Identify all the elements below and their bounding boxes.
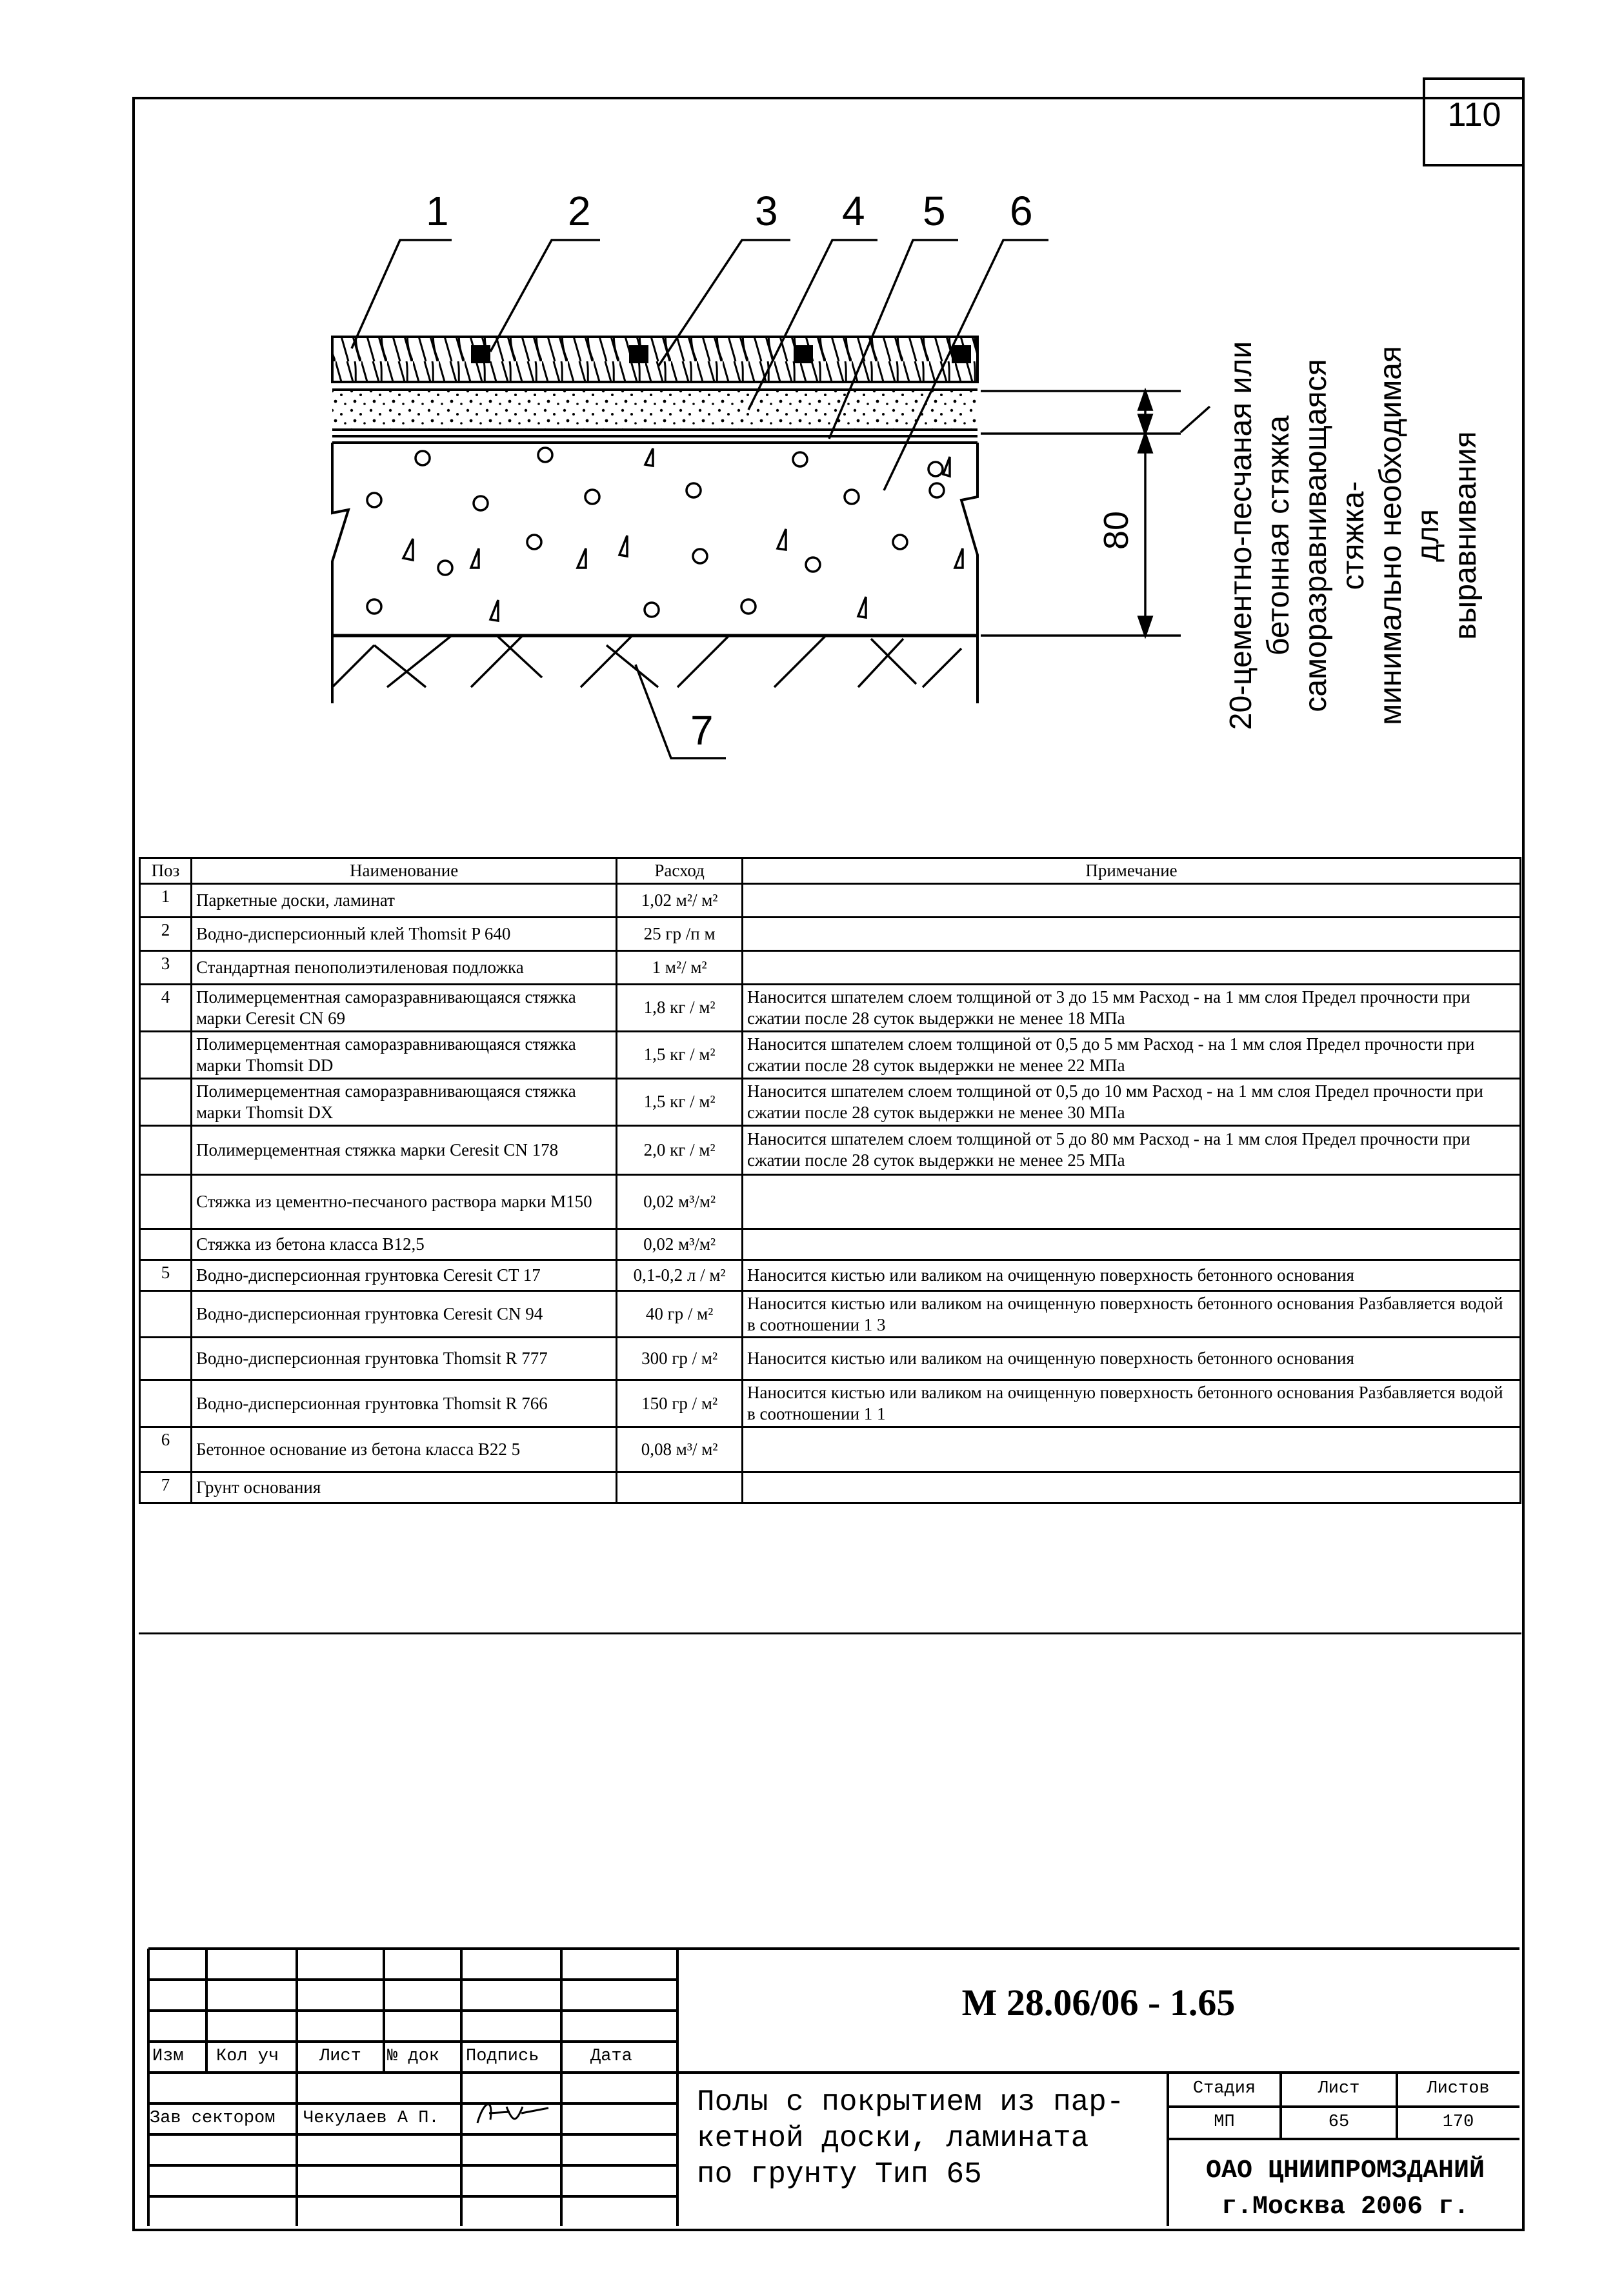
row-rate: 0,02 м³/м² [617, 1229, 743, 1260]
row-name: Водно-дисперсионная грунтовка Thomsit R 777 [191, 1338, 616, 1380]
layer-note-line: минимально необходимая для [1374, 346, 1445, 725]
row-pos: 6 [140, 1427, 192, 1472]
row-pos: 5 [140, 1260, 192, 1290]
layer-note-line: бетонная стяжка [1261, 415, 1296, 656]
header-name: Наименование [191, 858, 616, 884]
layer-note-line: саморазравнивающаяся стяжка- [1299, 359, 1370, 712]
row-note: Наносится шпателем слоем толщиной от 0,5 до 10 мм Расход - на 1 мм слоя Предел прочности при сжатии после 28 суток выдержки не менее 30 МПа [743, 1078, 1521, 1125]
row-name: Водно-дисперсионная грунтовка Ceresit CN 94 [191, 1290, 616, 1338]
row-rate: 0,02 м³/м² [617, 1174, 743, 1229]
row-pos: 2 [140, 917, 192, 950]
document-code: М 28.06/06 - 1.65 [961, 1982, 1236, 2023]
drawing-title [697, 2084, 1125, 2193]
layer-note-line: 20-цементно-песчаная или [1224, 341, 1258, 730]
row-rate: 25 гр /п м [617, 917, 743, 950]
row-note: Наносится шпателем слоем толщиной от 0,5 до 5 мм Расход - на 1 мм слоя Предел прочности при сжатии после 28 суток выдержки не менее 22 МПа [743, 1031, 1521, 1078]
stamp-col-podpis: Подпись [466, 2047, 539, 2066]
drawing-title-line: по грунту Тип 65 [697, 2158, 982, 2191]
sheet-value: 65 [1328, 2113, 1350, 2132]
row-name: Полимерцементная саморазравнивающаяся стяжка марки Thomsit DD [191, 1031, 616, 1078]
row-note: Наносится кистью или валиком на очищенную поверхность бетонного основания Разбавляется водой в соотношении 1 3 [743, 1290, 1521, 1338]
row-name: Стандартная пенополиэтиленовая подложка [191, 950, 616, 984]
row-rate: 1,5 кг / м² [617, 1031, 743, 1078]
drawing-title-line: Полы с покрытием из пар- [697, 2085, 1125, 2119]
header-note: Примечание [743, 858, 1521, 884]
callout-4: 4 [842, 188, 865, 234]
callout-1: 1 [426, 188, 449, 234]
row-name: Полимерцементная стяжка марки Ceresit CN 178 [191, 1125, 616, 1174]
sheet-label: Лист [1318, 2079, 1360, 2098]
row-name: Стяжка из цементно-песчаного раствора марки М150 [191, 1174, 616, 1229]
stamp-col-ndok: № док [387, 2047, 440, 2066]
row-rate: 150 гр / м² [617, 1380, 743, 1427]
header-pos: Поз [140, 858, 192, 884]
row-note: Наносится шпателем слоем толщиной от 5 до 80 мм Расход - на 1 мм слоя Предел прочности при сжатии после 28 суток выдержки не менее 25 МПа [743, 1125, 1521, 1174]
stamp-col-izm: Изм [152, 2047, 184, 2066]
header-rate: Расход [617, 858, 743, 884]
sheets-value: 170 [1442, 2113, 1474, 2132]
row-rate: 1,8 кг / м² [617, 984, 743, 1031]
row-rate: 0,1-0,2 л / м² [617, 1260, 743, 1290]
row-rate: 300 гр / м² [617, 1338, 743, 1380]
stamp-col-kol: Кол уч [216, 2047, 279, 2066]
row-pos: 3 [140, 950, 192, 984]
stamp-person: Чекулаев А П. [303, 2109, 439, 2128]
stamp-col-data: Дата [590, 2047, 632, 2066]
sheets-label: Листов [1427, 2079, 1490, 2098]
layer-note-line: выравнивания [1449, 431, 1483, 640]
stamp-role: Зав сектором [150, 2109, 276, 2128]
callout-5: 5 [923, 188, 946, 234]
callout-7: 7 [690, 707, 714, 754]
row-name: Водно-дисперсионная грунтовка Thomsit R 766 [191, 1380, 616, 1427]
row-note: Наносится кистью или валиком на очищенную поверхность бетонного основания [743, 1260, 1521, 1290]
stamp-col-list: Лист [319, 2047, 361, 2066]
row-name: Полимерцементная саморазравнивающаяся стяжка марки Thomsit DX [191, 1078, 616, 1125]
row-rate: 1 м²/ м² [617, 950, 743, 984]
row-rate: 40 гр / м² [617, 1290, 743, 1338]
organization-city-year: г.Москва 2006 г. [1221, 2193, 1470, 2222]
callout-2: 2 [568, 188, 591, 234]
stage-value: МП [1214, 2113, 1235, 2132]
row-note: Наносится кистью или валиком на очищенную поверхность бетонного основания [743, 1338, 1521, 1380]
drawing-title-line: кетной доски, ламината [697, 2122, 1089, 2155]
row-rate: 0,08 м³/ м² [617, 1427, 743, 1472]
signature-mark [471, 2094, 555, 2133]
page-number: 110 [1447, 96, 1501, 134]
row-note: Наносится шпателем слоем толщиной от 3 до 15 мм Расход - на 1 мм слоя Предел прочности при сжатии после 28 суток выдержки не менее 18 МПа [743, 984, 1521, 1031]
row-name: Водно-дисперсионная грунтовка Ceresit CT 17 [191, 1260, 616, 1290]
row-name: Водно-дисперсионный клей Thomsit P 640 [191, 917, 616, 950]
row-name: Полимерцементная саморазравнивающаяся стяжка марки Ceresit CN 69 [191, 984, 616, 1031]
row-pos: 1 [140, 883, 192, 917]
row-pos: 4 [140, 984, 192, 1031]
callout-3: 3 [755, 188, 778, 234]
row-rate: 1,5 кг / м² [617, 1078, 743, 1125]
row-name: Грунт основания [191, 1472, 616, 1503]
row-rate: 1,02 м²/ м² [617, 883, 743, 917]
dimension-label: 80 [1097, 510, 1136, 550]
stage-label: Стадия [1192, 2079, 1256, 2098]
row-name: Бетонное основание из бетона класса В22 5 [191, 1427, 616, 1472]
organization-name: ОАО ЦНИИПРОМЗДАНИЙ [1205, 2156, 1485, 2185]
row-name: Стяжка из бетона класса В12,5 [191, 1229, 616, 1260]
row-name: Паркетные доски, ламинат [191, 883, 616, 917]
row-rate: 2,0 кг / м² [617, 1125, 743, 1174]
row-pos: 7 [140, 1472, 192, 1503]
row-note: Наносится кистью или валиком на очищенную поверхность бетонного основания Разбавляется водой в соотношении 1 1 [743, 1380, 1521, 1427]
callout-6: 6 [1010, 188, 1033, 234]
